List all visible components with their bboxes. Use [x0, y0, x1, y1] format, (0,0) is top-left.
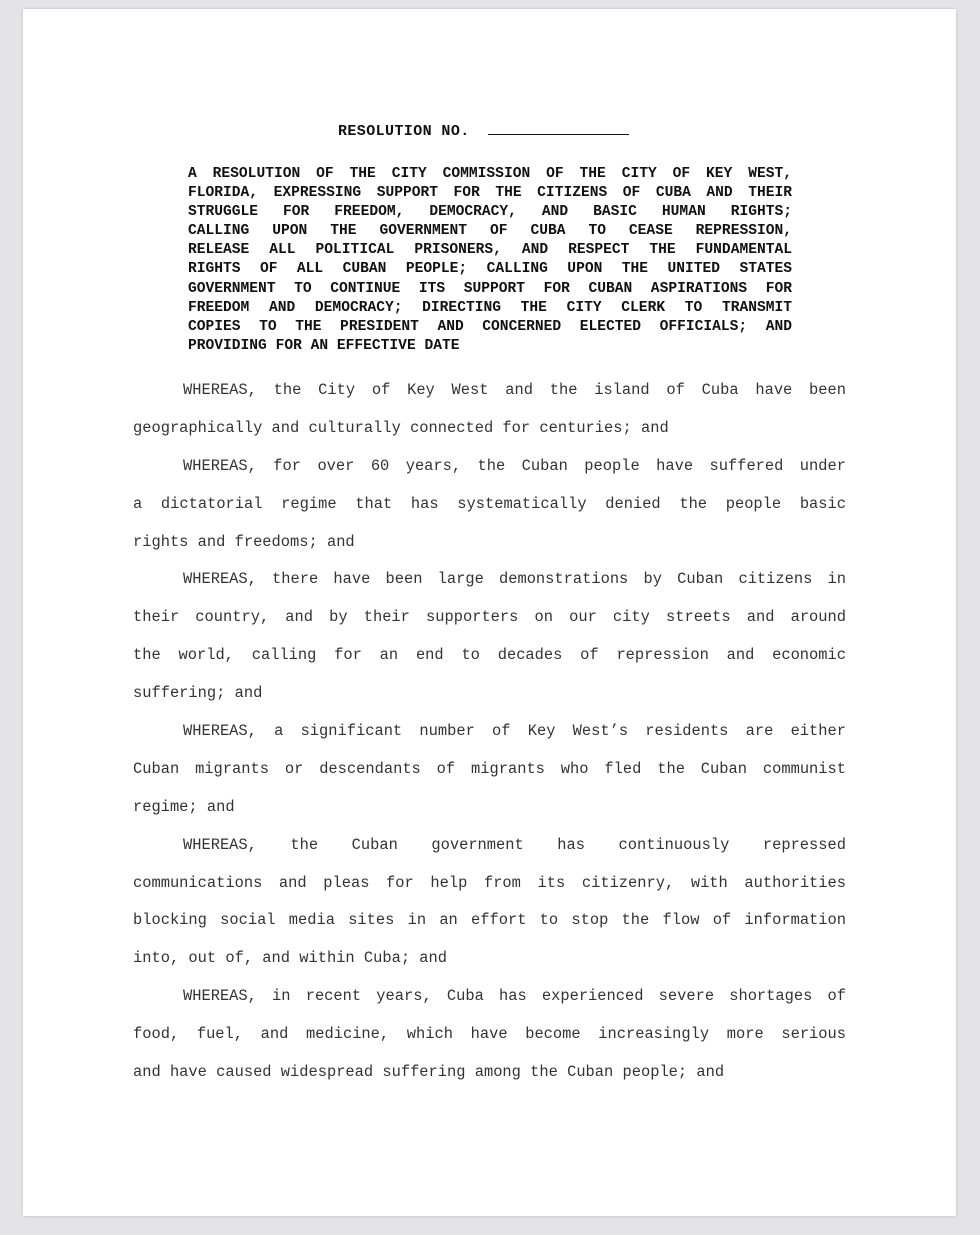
whereas-line: WHEREAS, for over 60 years, the Cuban people have suffered under	[183, 456, 846, 475]
heading-line: FREEDOM AND DEMOCRACY; DIRECTING THE CITY CLERK TO TRANSMIT	[188, 299, 792, 316]
body-line: geographically and culturally connected for centuries; and	[133, 418, 669, 437]
body-line: and have caused widespread suffering among the Cuban people; and	[133, 1063, 725, 1082]
body-line: their country, and by their supporters on our city streets and around	[133, 608, 846, 627]
resolution-title	[338, 120, 629, 140]
body-line: into, out of, and within Cuba; and	[133, 949, 448, 968]
document-page	[23, 9, 956, 1216]
whereas-line: WHEREAS, there have been large demonstrations by Cuban citizens in	[183, 570, 846, 589]
whereas-line: WHEREAS, in recent years, Cuba has experienced severe shortages of	[183, 987, 846, 1006]
heading-line: COPIES TO THE PRESIDENT AND CONCERNED ELECTED OFFICIALS; AND	[188, 318, 792, 335]
heading-line: STRUGGLE FOR FREEDOM, DEMOCRACY, AND BASIC HUMAN RIGHTS;	[188, 204, 792, 221]
heading-line: RELEASE ALL POLITICAL PRISONERS, AND RESPECT THE FUNDAMENTAL	[188, 242, 792, 259]
body-line: rights and freedoms; and	[133, 532, 355, 551]
whereas-line: WHEREAS, the Cuban government has continuously repressed	[183, 835, 846, 854]
body-line: the world, calling for an end to decades of repression and economic	[133, 646, 846, 665]
body-line: regime; and	[133, 797, 235, 816]
resolution-number-blank	[488, 120, 629, 135]
body-line: blocking social media sites in an effort to stop the flow of information	[133, 911, 846, 930]
whereas-line: WHEREAS, the City of Key West and the island of Cuba have been	[183, 381, 846, 399]
resolution-body	[133, 372, 846, 1092]
heading-line: GOVERNMENT TO CONTINUE ITS SUPPORT FOR CUBAN ASPIRATIONS FOR	[188, 280, 792, 297]
heading-line: RIGHTS OF ALL CUBAN PEOPLE; CALLING UPON THE UNITED STATES	[188, 261, 792, 278]
body-line: a dictatorial regime that has systematically denied the people basic	[133, 494, 846, 513]
body-line: Cuban migrants or descendants of migrants who fled the Cuban communist	[133, 759, 846, 778]
heading-line: PROVIDING FOR AN EFFECTIVE DATE	[188, 337, 460, 354]
heading-line: CALLING UPON THE GOVERNMENT OF CUBA TO CEASE REPRESSION,	[188, 223, 792, 240]
resolution-heading	[188, 165, 792, 356]
resolution-title-text: RESOLUTION NO.	[338, 123, 470, 140]
body-line: food, fuel, and medicine, which have become increasingly more serious	[133, 1025, 846, 1044]
body-line: suffering; and	[133, 684, 263, 703]
heading-line: FLORIDA, EXPRESSING SUPPORT FOR THE CITIZENS OF CUBA AND THEIR	[188, 185, 792, 202]
body-line: communications and pleas for help from its citizenry, with authorities	[133, 873, 846, 892]
whereas-line: WHEREAS, a significant number of Key West’s residents are either	[183, 722, 846, 741]
heading-line: A RESOLUTION OF THE CITY COMMISSION OF THE CITY OF KEY WEST,	[188, 166, 792, 182]
